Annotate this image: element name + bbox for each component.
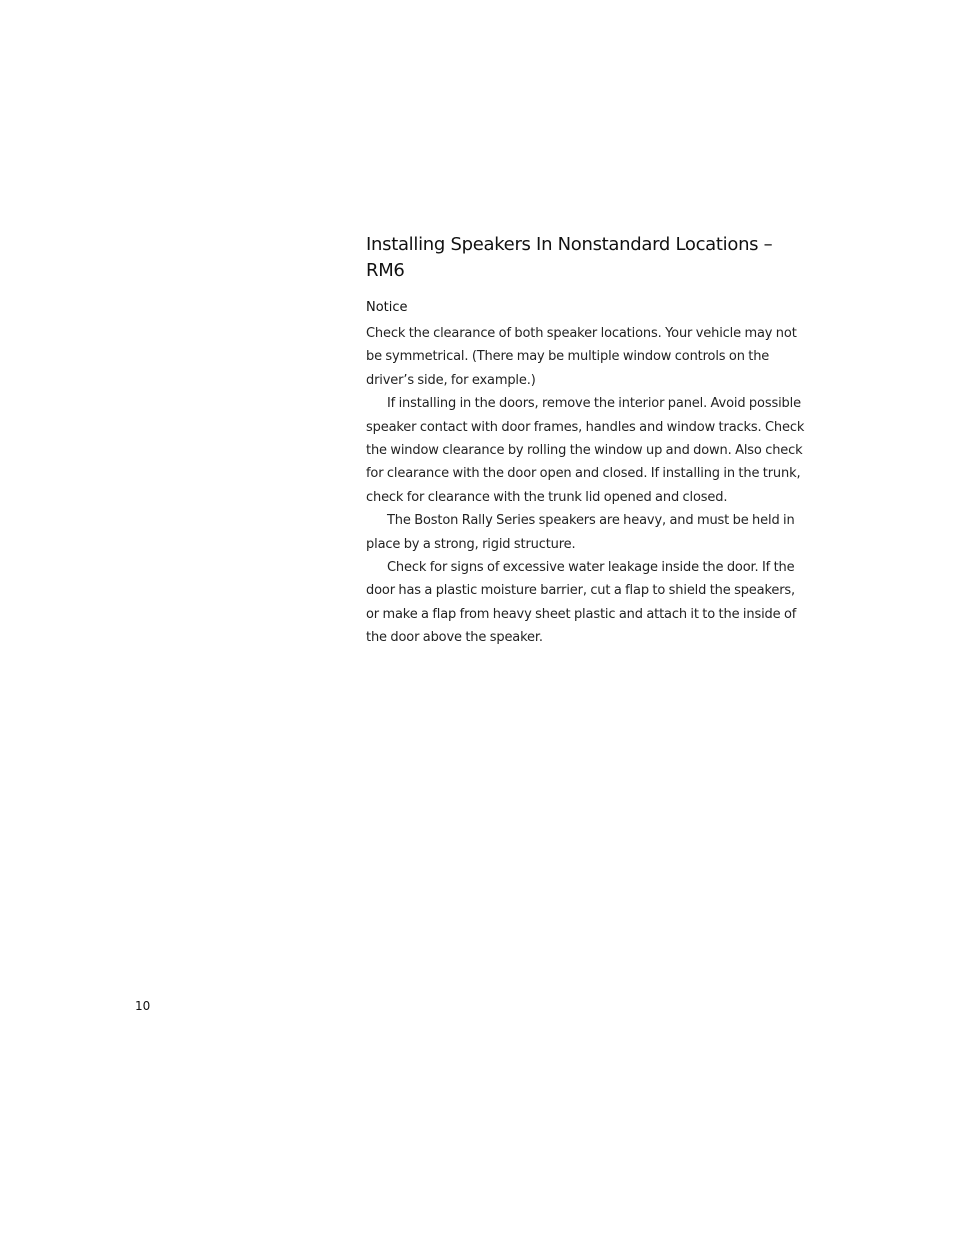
paragraph-structure: The Boston Rally Series speakers are heavy, and must be held in place by a strong, rigid structure.: [366, 513, 795, 552]
main-content: [366, 232, 810, 650]
page-number: 10: [135, 999, 151, 1013]
paragraph-clearance: Check the clearance of both speaker locations. Your vehicle may not be symmetrical. (There may be multiple window controls on the driver’s side, for example.): [366, 326, 797, 388]
notice-heading: Notice: [366, 300, 408, 315]
paragraph-doors: If installing in the doors, remove the interior panel. Avoid possible speaker contact with door frames, handles and window tracks. Check the window clearance by rolling the window up and down. Also check for clearance with the door open and closed. If installing in the trunk, check for clearance with the trunk lid opened and closed.: [366, 396, 805, 505]
paragraph-water-leakage: Check for signs of excessive water leakage inside the door. If the door has a plastic moisture barrier, cut a flap to shield the speakers, or make a flap from heavy sheet plastic and attach it to the inside of the door above the speaker.: [366, 560, 797, 646]
page-title: Installing Speakers In Nonstandard Locations – RM6: [366, 234, 773, 281]
